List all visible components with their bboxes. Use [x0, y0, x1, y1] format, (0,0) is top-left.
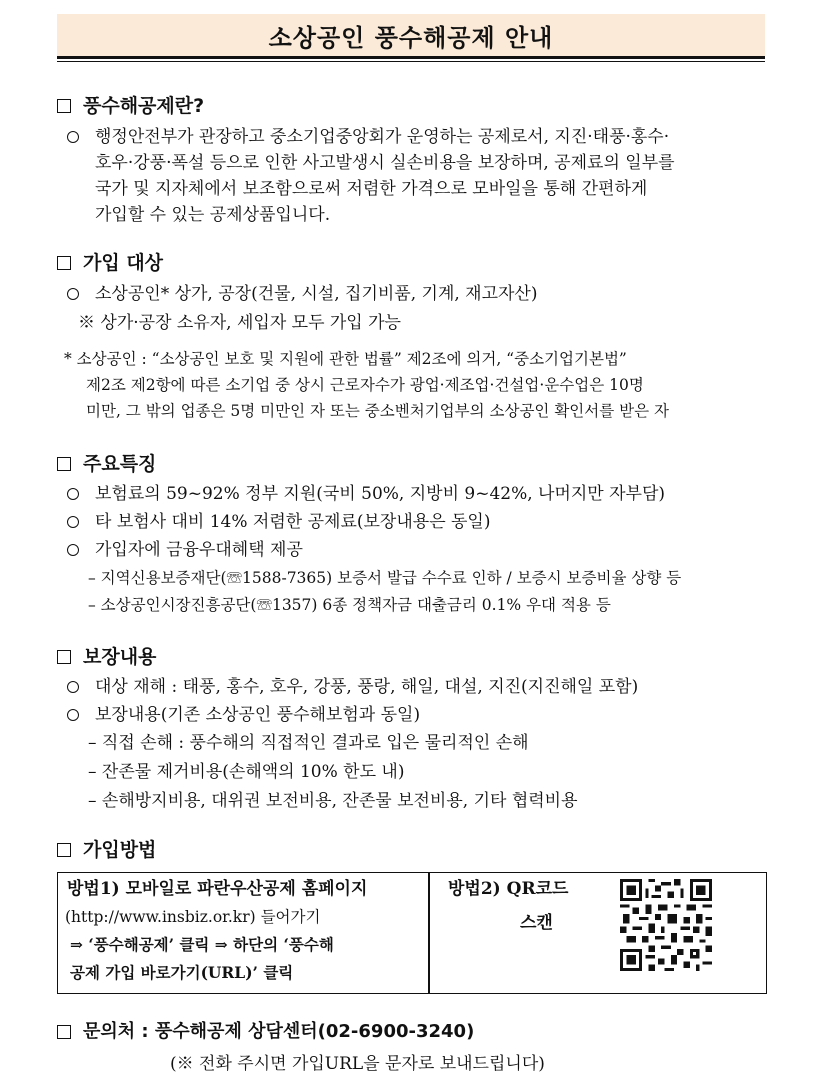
about-line: 행정안전부가 관장하고 중소기업중앙회가 운영하는 공제로서, 지진·태풍·홍수· [95, 127, 670, 147]
checkbox-square-icon [57, 256, 71, 270]
contact-note: (※ 전화 주시면 가입URL을 문자로 보내드립니다) [170, 1054, 545, 1074]
checkbox-square-icon [57, 843, 71, 857]
bullet-circle-icon [67, 681, 79, 693]
footnote-line: 미만, 그 밖의 업종은 5명 미만인 자 또는 중소벤처기업부의 소상공인 확인서를 받은 자 [86, 402, 669, 420]
table-divider [428, 873, 430, 993]
bullet-circle-icon [67, 488, 79, 500]
checkbox-square-icon [57, 1025, 71, 1039]
bullet-circle-icon [67, 544, 79, 556]
method1-line: ⇒ ‘풍수해공제’ 클릭 ⇒ 하단의 ‘풍수해 [70, 935, 334, 954]
coverage-subitem: – 손해방지비용, 대위권 보전비용, 잔존물 보전비용, 기타 협력비용 [88, 791, 578, 811]
section-heading-eligibility: 가입 대상 [57, 251, 163, 275]
features-subitem: – 소상공인시장진흥공단(☏1357) 6종 정책자금 대출금리 0.1% 우대 적용 등 [88, 596, 611, 614]
method1-line: 공제 가입 바로가기(URL)’ 클릭 [70, 963, 294, 982]
footnote-line: * 소상공인 : “소상공인 보호 및 지원에 관한 법률” 제2조에 의거, “중소기업기본법” [64, 350, 627, 368]
method2-line: 방법2) QR코드 [448, 879, 569, 899]
about-line: 국가 및 지자체에서 보조함으로써 저렴한 가격으로 모바일을 통해 간편하게 [95, 179, 648, 199]
eligibility-note: ※ 상가·공장 소유자, 세입자 모두 가입 가능 [78, 313, 401, 333]
title-banner [57, 14, 765, 56]
features-item: 가입자에 금융우대혜택 제공 [95, 540, 303, 560]
bullet-circle-icon [67, 131, 79, 143]
section-heading-join: 가입방법 [57, 838, 156, 862]
coverage-item: 보장내용(기존 소상공인 풍수해보험과 동일) [95, 705, 421, 725]
features-subitem: – 지역신용보증재단(☏1588-7365) 보증서 발급 수수료 인하 / 보증시 보증비율 상향 등 [88, 569, 682, 587]
coverage-subitem: – 직접 손해 : 풍수해의 직접적인 결과로 입은 물리적인 손해 [88, 733, 529, 753]
checkbox-square-icon [57, 457, 71, 471]
section-heading-features: 주요특징 [57, 452, 156, 476]
about-line: 가입할 수 있는 공제상품입니다. [95, 205, 331, 225]
features-item: 타 보험사 대비 14% 저렴한 공제료(보장내용은 동일) [95, 512, 491, 532]
title-rule-thick [57, 56, 765, 59]
checkbox-square-icon [57, 99, 71, 113]
method1-line: 방법1) 모바일로 파란우산공제 홈페이지 [67, 879, 368, 899]
features-item: 보험료의 59~92% 정부 지원(국비 50%, 지방비 9~42%, 나머지만 자부담) [95, 484, 666, 504]
coverage-subitem: – 잔존물 제거비용(손해액의 10% 한도 내) [88, 762, 405, 782]
bullet-circle-icon [67, 288, 79, 300]
checkbox-square-icon [57, 650, 71, 664]
section-heading-coverage: 보장내용 [57, 645, 156, 669]
about-line: 호우·강풍·폭설 등으로 인한 사고발생시 실손비용을 보장하며, 공제료의 일부를 [95, 153, 675, 173]
method2-line: 스캔 [520, 913, 553, 933]
join-method-table [57, 872, 767, 994]
contact-line: 문의처 : 풍수해공제 상담센터(02-6900-3240) [57, 1020, 474, 1044]
footnote-line: 제2조 제2항에 따른 소기업 중 상시 근로자수가 광업·제조업·건설업·운수업은 10명 [86, 376, 644, 394]
qr-code-icon[interactable] [620, 879, 712, 971]
title-rule-thin [57, 61, 765, 62]
coverage-item: 대상 재해 : 태풍, 홍수, 호우, 강풍, 풍랑, 해일, 대설, 지진(지진해일 포함) [95, 677, 639, 697]
eligibility-item: 소상공인* 상가, 공장(건물, 시설, 집기비품, 기계, 재고자산) [95, 284, 538, 304]
page-title: 소상공인 풍수해공제 안내 [268, 23, 554, 52]
bullet-circle-icon [67, 709, 79, 721]
section-heading-about: 풍수해공제란? [57, 94, 204, 118]
method1-url[interactable]: (http://www.insbiz.or.kr) 들어가기 [65, 908, 321, 926]
bullet-circle-icon [67, 516, 79, 528]
